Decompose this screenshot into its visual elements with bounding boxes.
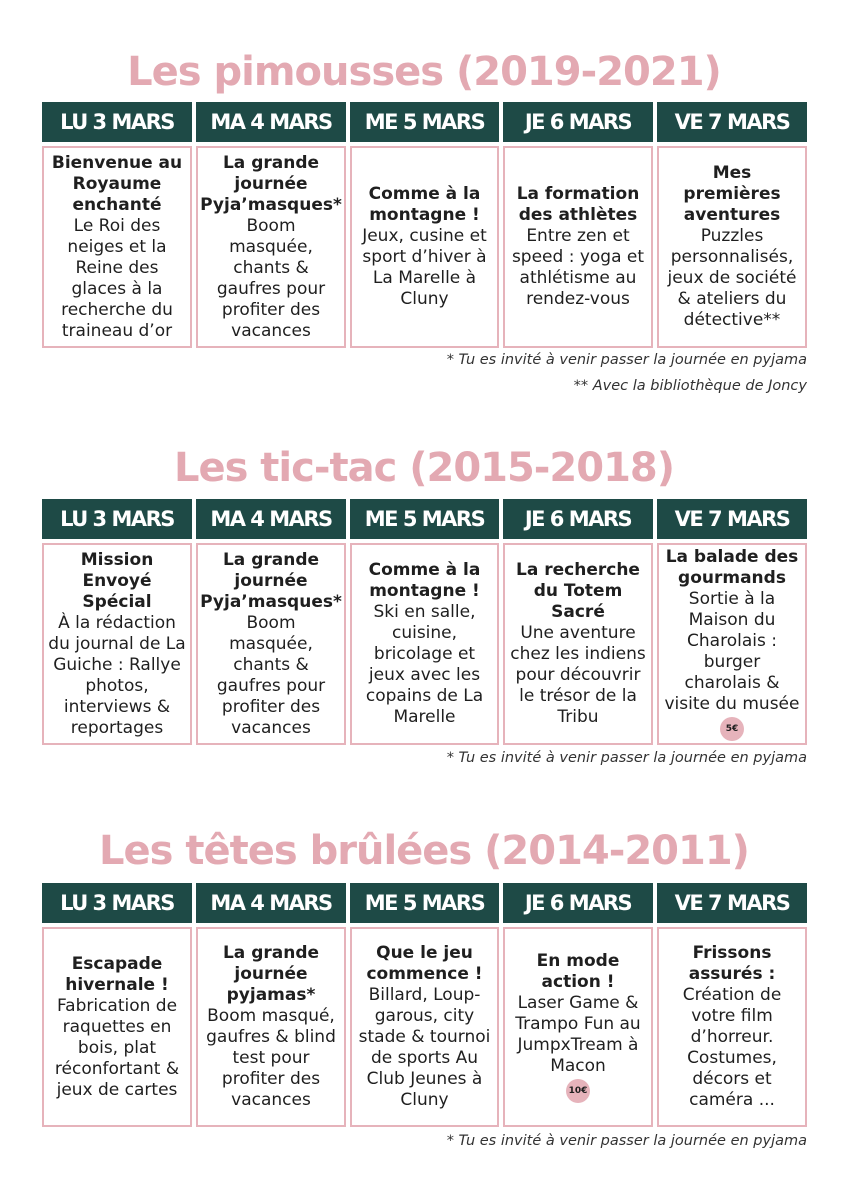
- activity-description: Boom masquée, chants & gaufres pour profiter des vacances: [216, 612, 326, 738]
- activity-description: Jeux, cusine et sport d’hiver à La Marelle à Cluny: [362, 226, 487, 309]
- price-badge: 5€: [720, 717, 744, 741]
- activity-card: [350, 146, 499, 348]
- activity-card: [503, 146, 653, 348]
- footnote: * Tu es invité à venir passer la journée en pyjama: [446, 750, 807, 766]
- day-header-fri: VE 7 MARS: [657, 499, 807, 539]
- activity-description: Ski en salle, cuisine, bricolage et jeux avec les copains de La Marelle: [365, 602, 484, 727]
- activity-description: Fabrication de raquettes en bois, plat réconfortant & jeux de cartes: [54, 995, 180, 1100]
- activity-title: Frissons assurés :: [688, 943, 776, 984]
- day-header-thu: JE 6 MARS: [503, 499, 653, 539]
- price-badge: 10€: [566, 1079, 590, 1103]
- activity-title: La balade des gourmands: [665, 547, 799, 588]
- activity-description: Boom masqué, gaufres & blind test pour profiter des vacances: [206, 1006, 336, 1110]
- day-header-wed: ME 5 MARS: [350, 883, 499, 923]
- day-header-tue: MA 4 MARS: [196, 102, 346, 142]
- activity-title: La grande journée Pyja’masques*: [200, 152, 342, 215]
- activity-title: La grande journée pyjamas*: [222, 943, 320, 1005]
- activity-title: Que le jeu commence !: [366, 943, 483, 984]
- footnote: ** Avec la bibliothèque de Joncy: [573, 378, 807, 394]
- activity-description: Sortie à la Maison du Charolais : burger charolais & visite du musée: [664, 589, 800, 714]
- activity-card: [42, 146, 192, 348]
- activity-card: [42, 543, 192, 745]
- activity-card: [503, 927, 653, 1127]
- activity-description: Laser Game & Trampo Fun au JumpxTream à Macon: [515, 993, 641, 1076]
- footnote: * Tu es invité à venir passer la journée en pyjama: [446, 352, 807, 368]
- day-header-mon: LU 3 MARS: [42, 883, 192, 923]
- activity-card: [196, 927, 346, 1127]
- activity-card: [657, 146, 807, 348]
- activity-description: Création de votre film d’horreur. Costumes, décors et caméra ...: [682, 985, 782, 1110]
- section-title: Les pimousses (2019-2021): [127, 49, 721, 95]
- section-title: Les têtes brûlées (2014-2011): [99, 828, 749, 874]
- activity-card: [196, 146, 346, 348]
- activity-description: Puzzles personnalisés, jeux de société & ateliers du détective**: [667, 226, 797, 330]
- activity-description: Entre zen et speed : yoga et athlétisme au rendez-vous: [511, 226, 645, 309]
- activity-title: Mission Envoyé Spécial: [80, 549, 154, 612]
- activity-description: Boom masquée, chants & gaufres pour profiter des vacances: [216, 215, 326, 341]
- activity-title: Escapade hivernale !: [65, 953, 169, 995]
- activity-title: La recherche du Totem Sacré: [516, 560, 640, 622]
- activity-card: [503, 543, 653, 745]
- activity-card: [350, 927, 499, 1127]
- activity-title: Bienvenue au Royaume enchanté: [51, 152, 183, 215]
- activity-card: [350, 543, 499, 745]
- section-title: Les tic-tac (2015-2018): [173, 445, 675, 491]
- activity-card: [42, 927, 192, 1127]
- activity-card: [657, 543, 807, 745]
- activity-description: Le Roi des neiges et la Reine des glaces à la recherche du traineau d’or: [61, 215, 173, 341]
- activity-title: La grande journée Pyja’masques*: [200, 549, 342, 612]
- activity-title: En mode action !: [536, 951, 620, 992]
- day-header-tue: MA 4 MARS: [196, 499, 346, 539]
- activity-title: Comme à la montagne !: [368, 560, 481, 601]
- day-header-fri: VE 7 MARS: [657, 883, 807, 923]
- activity-title: Comme à la montagne !: [368, 184, 481, 225]
- activity-description: À la rédaction du journal de La Guiche : Rallye photos, interviews & reportages: [48, 612, 186, 738]
- activity-description: Une aventure chez les indiens pour découvrir le trésor de la Tribu: [510, 623, 646, 727]
- day-header-mon: LU 3 MARS: [42, 499, 192, 539]
- activity-card: [657, 927, 807, 1127]
- activity-card: [196, 543, 346, 745]
- day-header-tue: MA 4 MARS: [196, 883, 346, 923]
- day-header-wed: ME 5 MARS: [350, 499, 499, 539]
- footnote: * Tu es invité à venir passer la journée en pyjama: [446, 1133, 807, 1149]
- day-header-mon: LU 3 MARS: [42, 102, 192, 142]
- day-header-fri: VE 7 MARS: [657, 102, 807, 142]
- day-header-wed: ME 5 MARS: [350, 102, 499, 142]
- day-header-thu: JE 6 MARS: [503, 883, 653, 923]
- day-header-thu: JE 6 MARS: [503, 102, 653, 142]
- activity-title: La formation des athlètes: [516, 184, 640, 225]
- activity-description: Billard, Loup-garous, city stade & tournoi de sports Au Club Jeunes à Cluny: [358, 985, 491, 1110]
- activity-title: Mes premières aventures: [683, 163, 781, 225]
